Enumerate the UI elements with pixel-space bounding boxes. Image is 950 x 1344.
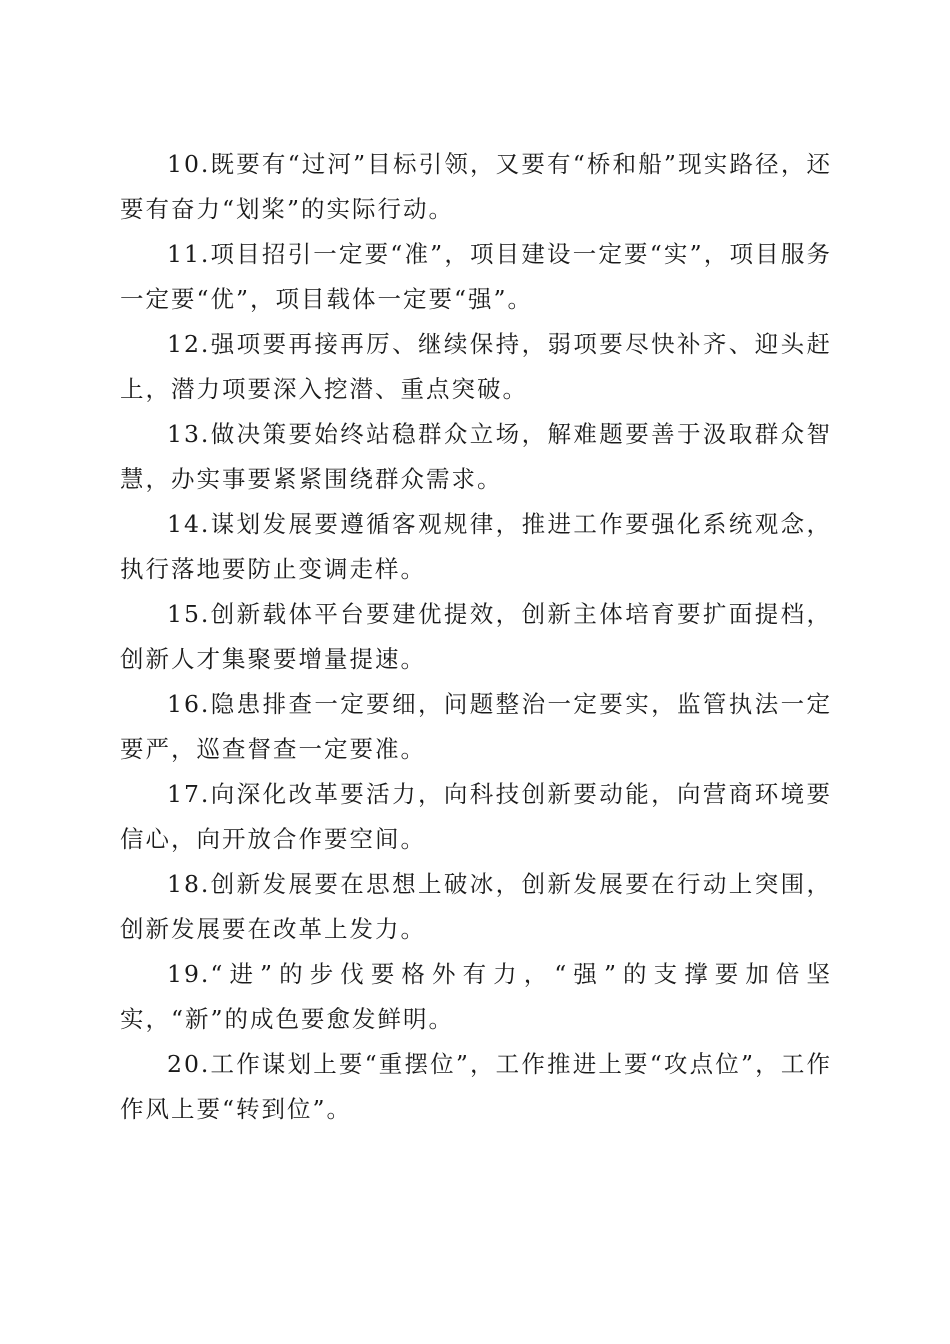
paragraph-16: 16.隐患排查一定要细，问题整治一定要实，监管执法一定要严，巡查督查一定要准。	[120, 690, 832, 763]
paragraph-14: 14.谋划发展要遵循客观规律，推进工作要强化系统观念，执行落地要防止变调走样。	[120, 510, 832, 583]
paragraph-13: 13.做决策要始终站稳群众立场，解难题要善于汲取群众智慧，办实事要紧紧围绕群众需求。	[120, 420, 832, 493]
paragraph-17: 17.向深化改革要活力，向科技创新要动能，向营商环境要信心，向开放合作要空间。	[120, 780, 832, 853]
paragraph-15: 15.创新载体平台要建优提效，创新主体培育要扩面提档，创新人才集聚要增量提速。	[120, 600, 832, 673]
paragraph-11: 11.项目招引一定要“准”，项目建设一定要“实”，项目服务一定要“优”，项目载体一定要“强”。	[120, 240, 832, 313]
paragraph-18: 18.创新发展要在思想上破冰，创新发展要在行动上突围，创新发展要在改革上发力。	[120, 870, 832, 943]
paragraph-12: 12.强项要再接再厉、继续保持，弱项要尽快补齐、迎头赶上，潜力项要深入挖潜、重点突破。	[120, 330, 832, 403]
document-body	[120, 142, 832, 1132]
paragraph-19: 19.“进”的步伐要格外有力，“强”的支撑要加倍坚实，“新”的成色要愈发鲜明。	[120, 960, 832, 1033]
paragraph-20: 20.工作谋划上要“重摆位”，工作推进上要“攻点位”，工作作风上要“转到位”。	[120, 1050, 832, 1123]
paragraph-10: 10.既要有“过河”目标引领，又要有“桥和船”现实路径，还要有奋力“划桨”的实际行动。	[120, 150, 832, 223]
